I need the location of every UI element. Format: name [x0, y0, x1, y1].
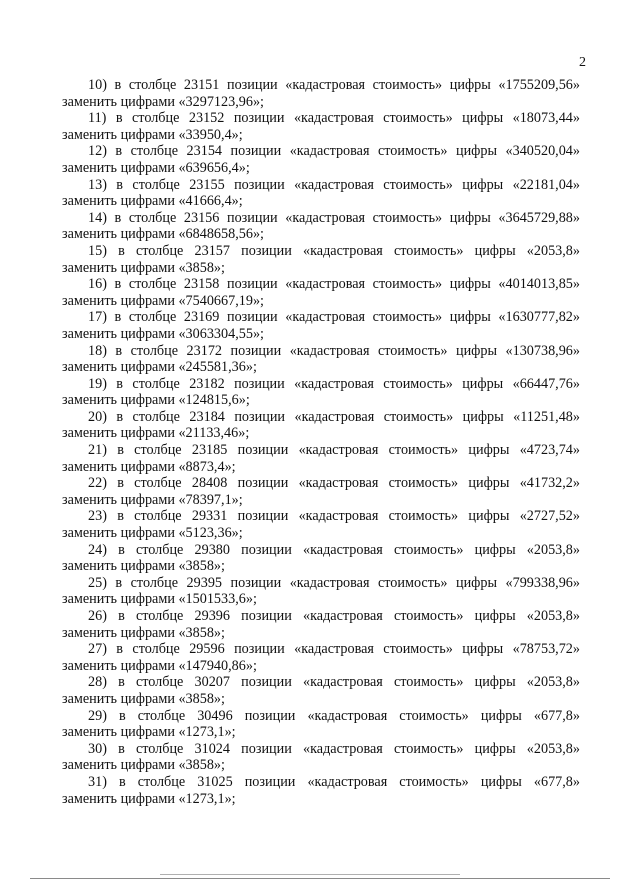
list-item-text: 21) в столбце 23185 позиции «кадастровая стоимость» цифры «4723,74»: [88, 442, 580, 459]
list-item-text: 31) в столбце 31025 позиции «кадастровая стоимость» цифры «677,8»: [88, 773, 580, 790]
list-item-continuation: заменить цифрами «7540667,19»;: [62, 292, 264, 309]
list-item-continuation: заменить цифрами «5123,36»;: [62, 525, 243, 542]
list-item: [62, 708, 580, 741]
list-item-continuation: заменить цифрами «33950,4»;: [62, 126, 243, 143]
list-item: [62, 475, 580, 508]
footer-rule-light: [160, 874, 460, 875]
list-item-text: 25) в столбце 29395 позиции «кадастровая стоимость» цифры «799338,96»: [88, 574, 580, 591]
list-item: [62, 409, 580, 442]
list-item: [62, 243, 580, 276]
list-item-continuation: заменить цифрами «3858»;: [62, 259, 225, 276]
list-item: [62, 309, 580, 342]
list-item-continuation: заменить цифрами «8873,4»;: [62, 458, 236, 475]
list-item: [62, 442, 580, 475]
list-item-text: 23) в столбце 29331 позиции «кадастровая стоимость» цифры «2727,52»: [88, 508, 580, 525]
list-item: [62, 542, 580, 575]
list-item: [62, 575, 580, 608]
list-item: [62, 641, 580, 674]
list-item-continuation: заменить цифрами «3297123,96»;: [62, 93, 264, 110]
list-item-continuation: заменить цифрами «1273,1»;: [62, 724, 236, 741]
list-item-text: 18) в столбце 23172 позиции «кадастровая стоимость» цифры «130738,96»: [88, 342, 580, 359]
list-item-text: 12) в столбце 23154 позиции «кадастровая стоимость» цифры «340520,04»: [88, 143, 580, 160]
list-item-continuation: заменить цифрами «3858»;: [62, 624, 225, 641]
list-item-text: 28) в столбце 30207 позиции «кадастровая стоимость» цифры «2053,8»: [88, 674, 580, 691]
list-item: [62, 77, 580, 110]
list-item-text: 22) в столбце 28408 позиции «кадастровая стоимость» цифры «41732,2»: [88, 475, 580, 492]
document-body: [62, 77, 580, 807]
footer-rule: [30, 878, 610, 879]
list-item-text: 13) в столбце 23155 позиции «кадастровая стоимость» цифры «22181,04»: [88, 176, 580, 193]
list-item-text: 16) в столбце 23158 позиции «кадастровая стоимость» цифры «4014013,85»: [88, 276, 580, 293]
list-item-continuation: заменить цифрами «41666,4»;: [62, 193, 243, 210]
list-item-continuation: заменить цифрами «21133,46»;: [62, 425, 250, 442]
list-item-continuation: заменить цифрами «1501533,6»;: [62, 591, 257, 608]
list-item-continuation: заменить цифрами «245581,36»;: [62, 359, 257, 376]
list-item-text: 17) в столбце 23169 позиции «кадастровая стоимость» цифры «1630777,82»: [88, 309, 580, 326]
list-item-continuation: заменить цифрами «1273,1»;: [62, 790, 236, 807]
list-item-continuation: заменить цифрами «3858»;: [62, 690, 225, 707]
list-item: [62, 774, 580, 807]
list-item-text: 26) в столбце 29396 позиции «кадастровая стоимость» цифры «2053,8»: [88, 608, 580, 624]
list-item-continuation: заменить цифрами «639656,4»;: [62, 159, 250, 176]
list-item: [62, 143, 580, 176]
list-item-text: 27) в столбце 29596 позиции «кадастровая стоимость» цифры «78753,72»: [88, 641, 580, 658]
list-item-continuation: заменить цифрами «78397,1»;: [62, 491, 243, 508]
list-item-continuation: заменить цифрами «3858»;: [62, 558, 225, 575]
list-item: [62, 376, 580, 409]
list-item: [62, 741, 580, 774]
list-item-text: 14) в столбце 23156 позиции «кадастровая стоимость» цифры «3645729,88»: [88, 209, 580, 226]
list-item: [62, 177, 580, 210]
list-item-text: 30) в столбце 31024 позиции «кадастровая стоимость» цифры «2053,8»: [88, 740, 580, 757]
list-item-text: 29) в столбце 30496 позиции «кадастровая стоимость» цифры «677,8»: [88, 707, 580, 724]
list-item-text: 10) в столбце 23151 позиции «кадастровая стоимость» цифры «1755209,56»: [88, 77, 580, 93]
list-item-text: 11) в столбце 23152 позиции «кадастровая стоимость» цифры «18073,44»: [88, 110, 580, 127]
list-item: [62, 343, 580, 376]
list-item-continuation: заменить цифрами «3858»;: [62, 757, 225, 774]
list-item-text: 19) в столбце 23182 позиции «кадастровая стоимость» цифры «66447,76»: [88, 375, 580, 392]
list-item-text: 15) в столбце 23157 позиции «кадастровая стоимость» цифры «2053,8»: [88, 242, 580, 259]
list-item: [62, 674, 580, 707]
page-number: 2: [579, 55, 586, 70]
list-item-continuation: заменить цифрами «6848658,56»;: [62, 226, 264, 243]
list-item: [62, 508, 580, 541]
list-item: [62, 110, 580, 143]
list-item-continuation: заменить цифрами «3063304,55»;: [62, 325, 264, 342]
list-item-continuation: заменить цифрами «147940,86»;: [62, 657, 257, 674]
list-item: [62, 608, 580, 641]
list-item-text: 20) в столбце 23184 позиции «кадастровая стоимость» цифры «11251,48»: [88, 408, 580, 425]
list-item: [62, 276, 580, 309]
list-item: [62, 210, 580, 243]
list-item-text: 24) в столбце 29380 позиции «кадастровая стоимость» цифры «2053,8»: [88, 541, 580, 558]
list-item-continuation: заменить цифрами «124815,6»;: [62, 392, 250, 409]
